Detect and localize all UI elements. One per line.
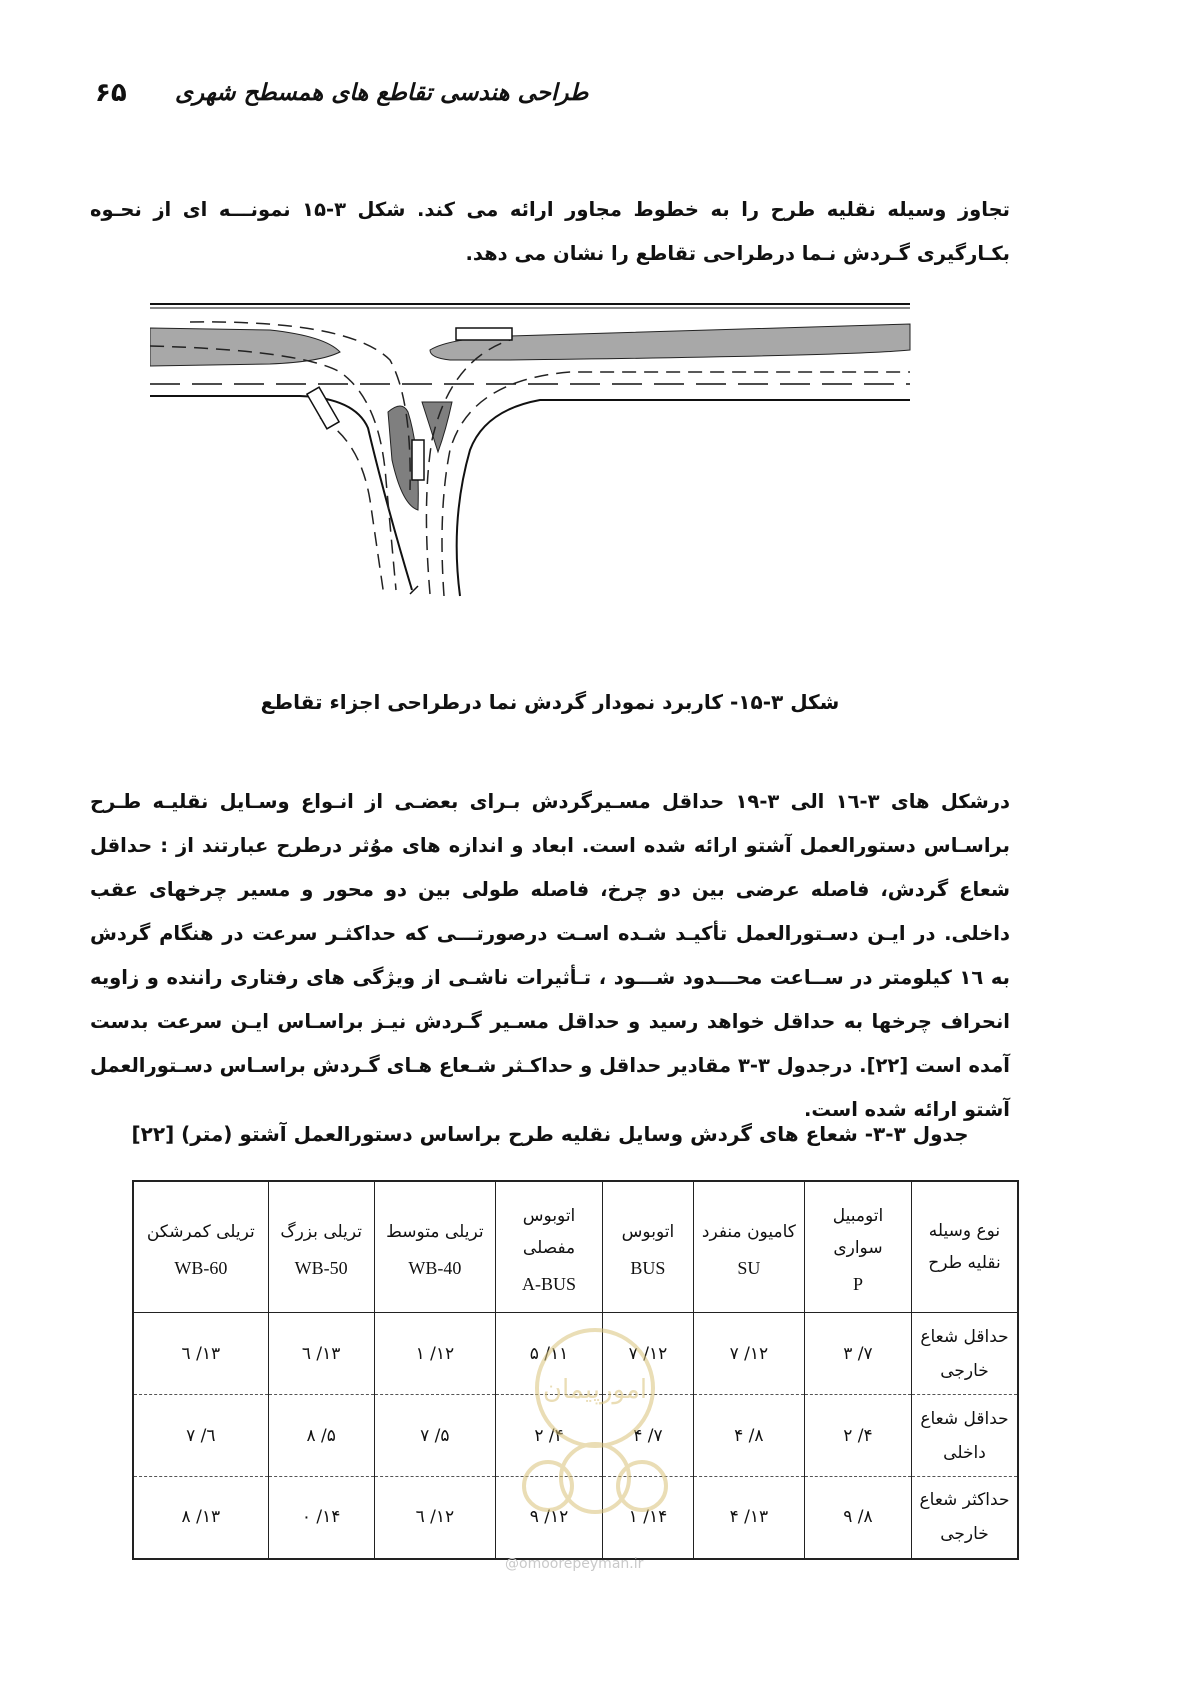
- table-cell: ۷/ ۴: [603, 1395, 694, 1477]
- table-header-row: [133, 1181, 1018, 1313]
- table-cell: ۵/ ۷: [374, 1395, 495, 1477]
- table-cell: ۸/ ۹: [804, 1477, 911, 1559]
- table-cell: ۱۲/ ۹: [496, 1477, 603, 1559]
- watermark-url: @omoorepeyman.ir: [505, 1556, 644, 1572]
- column-header-a-bus: اتوبوس مفصلی A-BUS: [496, 1181, 603, 1313]
- table-cell: ٦/ ۷: [133, 1395, 268, 1477]
- watermark-brand: امورپیمان: [542, 1375, 648, 1405]
- column-header-su: کامیون منفرد SU: [693, 1181, 804, 1313]
- corner-header: نوع وسیله نقلیه طرح: [911, 1181, 1018, 1313]
- column-header-wb-40: تریلی متوسط WB-40: [374, 1181, 495, 1313]
- turning-radius-table: [132, 1180, 1019, 1560]
- table-cell: ۱۴/ ۰: [268, 1477, 374, 1559]
- table-cell: ۱۳/ ٦: [133, 1313, 268, 1395]
- column-header-wb-50: تریلی بزرگ WB-50: [268, 1181, 374, 1313]
- row-label: حداقل شعاع داخلی: [911, 1395, 1018, 1477]
- table-cell: ۱۲/ ٦: [374, 1477, 495, 1559]
- table-row: [133, 1395, 1018, 1477]
- row-label: حداقل شعاع خارجی: [911, 1313, 1018, 1395]
- column-header-wb-60: تریلی کمرشکن WB-60: [133, 1181, 268, 1313]
- table-cell: ۱۳/ ۸: [133, 1477, 268, 1559]
- table-cell: ۱۱/ ۵: [496, 1313, 603, 1395]
- turning-template-diagram: [150, 300, 990, 640]
- table-row: [133, 1313, 1018, 1395]
- table-cell: ۵/ ۸: [268, 1395, 374, 1477]
- column-header-bus: اتوبوس BUS: [603, 1181, 694, 1313]
- table-caption: جدول ۳-۳- شعاع های گردش وسایل نقلیه طرح براساس دستورالعمل آشتو (متر) [۲۲]: [131, 1122, 969, 1146]
- table-cell: ۷/ ۳: [804, 1313, 911, 1395]
- column-header-p: اتومبیل سواری P: [804, 1181, 911, 1313]
- running-title: طراحی هندسی تقاطع های همسطح شهری: [175, 80, 589, 106]
- table-cell: ۸/ ۴: [693, 1395, 804, 1477]
- intersection-figure: [150, 300, 990, 640]
- table-cell: ۱۲/ ۷: [693, 1313, 804, 1395]
- row-label: حداکثر شعاع خارجی: [911, 1477, 1018, 1559]
- table-cell: ۱۲/ ۱: [374, 1313, 495, 1395]
- page-header: [95, 78, 589, 118]
- page-number: ۶۵: [95, 78, 127, 108]
- table-cell: ۱۳/ ٦: [268, 1313, 374, 1395]
- figure-caption: شکل ۳-۱۵- کاربرد نمودار گردش نما درطراحی اجزاء تقاطع: [260, 690, 840, 714]
- table-cell: ۴/ ۲: [804, 1395, 911, 1477]
- table-cell: ۱۲/ ۷: [603, 1313, 694, 1395]
- table-row: [133, 1477, 1018, 1559]
- table-cell: ۱۳/ ۴: [693, 1477, 804, 1559]
- table-cell: ۴/ ۲: [496, 1395, 603, 1477]
- intro-paragraph: تجاوز وسیله نقلیه طرح را به خطوط مجاور ارائه می کند. شکل ۳-۱۵ نمونـــه ای از نحـوه بکـارگیری گـردش نـما درطراحی تقاطع را نشان می دهد.: [90, 197, 1010, 265]
- body-paragraph: درشکل های ۳-۱٦ الی ۳-۱۹ حداقل مسـیرگردش بـرای بعضـی از انـواع وسـایل نقلیـه طـرح براسـاس دستورالعمل آشتو ارائه شده است. ابعاد و اندازه های موُثر درطرح عبارتند از : حداقل شعاع گردش، فاصله عرضی بین دو چرخ، فاصله طولی بین دو محور و مسیر چرخهای عقب داخلی. در ایـن دسـتورالعمل تأکیـد شـده اسـت درصورتـــی که حداکثـر سرعت در هنگام گردش به ۱٦ کیلومتر در ســاعت محـــدود شـــود ، تـأثیرات ناشـی از ویژگی های رفتاری راننده و زاویه انحراف چرخها به حداقل خواهد رسید و حداقل مسـیر گـردش نیـز براسـاس ایـن سرعت بدست آمده است [۲۲]. درجدول ۳-۳ مقادیر حداقل و حداکـثر شـعاع هـای گـردش براسـاس دسـتورالعمل آشتو ارائه شده است.: [90, 789, 1011, 1121]
- table-cell: ۱۴/ ۱: [603, 1477, 694, 1559]
